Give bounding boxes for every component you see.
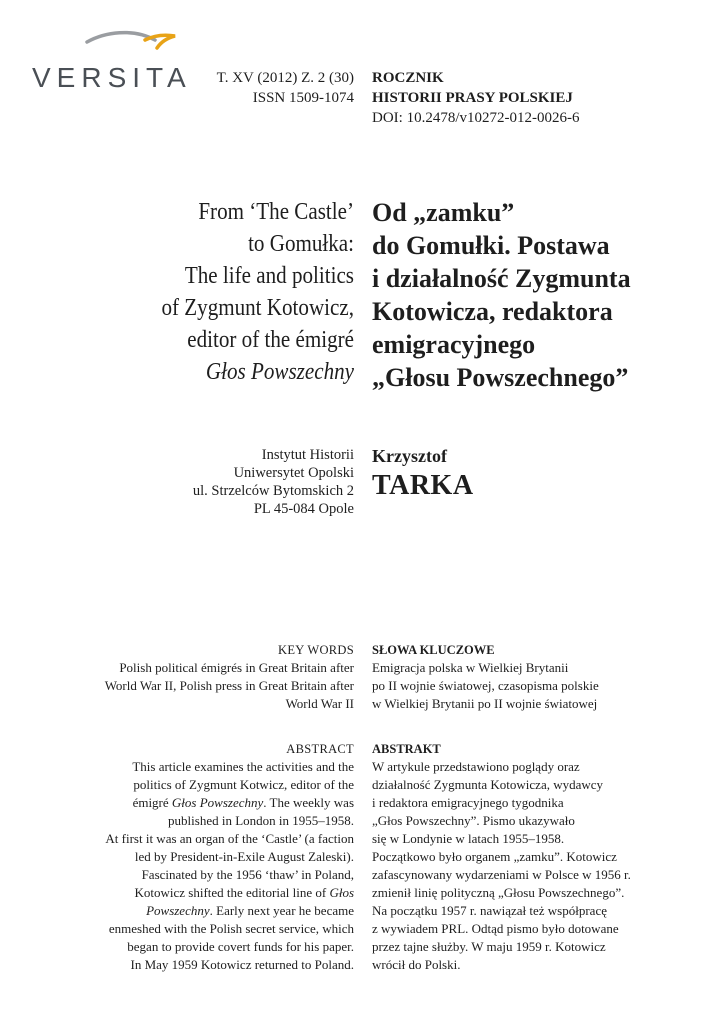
title-pl-line: emigracyjnego (372, 330, 536, 359)
title-english (130, 196, 354, 388)
abstract-heading: ABSTRACT (286, 742, 354, 756)
abstract-line: wrócił do Polski. (372, 957, 461, 972)
journal-name-line1: ROCZNIK (372, 70, 444, 86)
abstract-line: się w Londynie w latach 1955–1958. (372, 831, 565, 846)
abstract-text: . Early next year he became (209, 903, 354, 918)
title-en-line: of Zygmunt Kotowicz, (161, 294, 354, 321)
abstract-line: politics of Zygmunt Kotwicz, editor of the (133, 777, 354, 792)
doi: DOI: 10.2478/v10272-012-0026-6 (372, 110, 580, 126)
keywords-line: po II wojnie światowej, czasopisma polskie (372, 678, 599, 693)
abstract-line: przez tajne służby. W maju 1959 r. Kotowicz (372, 939, 606, 954)
title-en-line: The life and politics (184, 262, 354, 289)
title-pl-line: Od „zamku” (372, 198, 515, 227)
abstract-text: . The weekly was (263, 795, 354, 810)
journal-name-line2: HISTORII PRASY POLSKIEJ (372, 90, 573, 106)
abstract-line: In May 1959 Kotowicz returned to Poland. (130, 957, 354, 972)
author-first-name: Krzysztof (372, 446, 447, 466)
title-polish (372, 196, 692, 394)
journal-info (372, 68, 579, 128)
keywords-english (54, 641, 354, 713)
affiliation-line: Uniwersytet Opolski (233, 465, 354, 481)
keywords-line: w Wielkiej Brytanii po II wojnie światowej (372, 696, 598, 711)
keywords-line: World War II (285, 696, 354, 711)
affiliation-line: Instytut Historii (261, 447, 354, 463)
abstract-line: zafascynowany wydarzeniami w Polsce w 1956 r. (372, 867, 631, 882)
affiliation (193, 446, 354, 518)
abstract-line: i redaktora emigracyjnego tygodnika (372, 795, 564, 810)
keywords-polish (372, 641, 672, 713)
abstract-line: Początkowo było organem „zamku”. Kotowicz (372, 849, 617, 864)
abstract-text: Kotowicz shifted the editorial line of (134, 885, 330, 900)
abstract-line: began to provide covert funds for his paper. (127, 939, 354, 954)
logo-wordmark: VERSITA (32, 62, 192, 93)
abstract-line: działalność Zygmunta Kotowicza, wydawcy (372, 777, 604, 792)
title-en-line: Głos Powszechny (205, 358, 354, 385)
abstract-line: led by President-in-Exile August Zaleski). (134, 849, 354, 864)
abstract-line: published in London in 1955–1958. (168, 813, 354, 828)
abstract-line: „Głos Powszechny”. Pismo ukazywało (372, 813, 575, 828)
journal-title-italic: Głos (329, 885, 354, 900)
journal-title-italic: Powszechny (146, 903, 210, 918)
abstract-line: Na początku 1957 r. nawiązał też współpracę (372, 903, 607, 918)
abstract-heading: ABSTRAKT (372, 742, 441, 756)
affiliation-line: PL 45-084 Opole (253, 501, 354, 517)
keywords-heading: KEY WORDS (278, 643, 354, 657)
title-en-line: From ‘The Castle’ (198, 198, 354, 225)
abstract-polish (372, 740, 672, 974)
abstract-line: zmienił linię polityczną „Głosu Powszechnego”. (372, 885, 625, 900)
abstract-line (64, 902, 354, 920)
abstract-line: enmeshed with the Polish secret service, which (108, 921, 354, 936)
versita-logo (30, 28, 192, 93)
keywords-line: Polish political émigrés in Great Britain after (119, 660, 354, 675)
abstract-line: This article examines the activities and the (132, 759, 354, 774)
abstract-line (64, 884, 354, 902)
title-pl-line: „Głosu Powszechnego” (372, 363, 629, 392)
abstract-line: At first it was an organ of the ‘Castle’ (a faction (105, 831, 354, 846)
keywords-line: Emigracja polska w Wielkiej Brytanii (372, 660, 569, 675)
abstract-line: Fascinated by the 1956 ‘thaw’ in Poland, (141, 867, 354, 882)
affiliation-line: ul. Strzelców Bytomskich 2 (192, 483, 354, 499)
abstract-text: émigré (132, 795, 172, 810)
swoosh-icon (85, 28, 180, 60)
abstract-line (64, 794, 354, 812)
title-pl-line: Kotowicza, redaktora (372, 297, 613, 326)
abstract-line: z wywiadem PRL. Odtąd pismo było dotowane (372, 921, 619, 936)
abstract-english (64, 740, 354, 974)
issn: ISSN 1509-1074 (252, 90, 354, 106)
title-en-line: editor of the émigré (187, 326, 354, 353)
journal-title-italic: Głos Powszechny (171, 795, 264, 810)
title-pl-line: do Gomułki. Postawa (372, 231, 610, 260)
author-last-name: TARKA (372, 470, 474, 501)
title-pl-line: i działalność Zygmunta (372, 264, 631, 293)
abstract-line: W artykule przedstawiono poglądy oraz (372, 759, 580, 774)
volume-info (217, 68, 354, 108)
keywords-heading: SŁOWA KLUCZOWE (372, 643, 495, 657)
keywords-line: World War II, Polish press in Great Britain after (104, 678, 354, 693)
title-en-line: to Gomułka: (248, 230, 354, 257)
volume: T. XV (2012) Z. 2 (30) (216, 70, 354, 86)
